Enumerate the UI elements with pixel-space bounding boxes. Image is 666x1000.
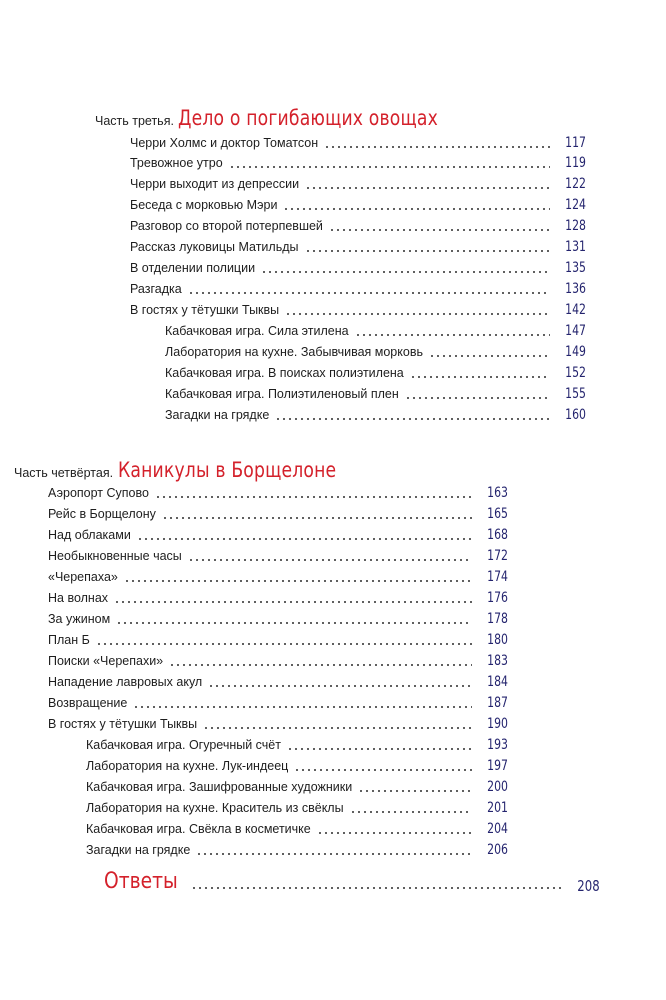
- part-4-title: Каникулы в Борщелоне: [117, 458, 336, 482]
- toc-entry[interactable]: [48, 544, 508, 564]
- toc-entry[interactable]: [48, 586, 508, 606]
- answers-page: 208: [577, 877, 600, 895]
- entry-page: 190: [487, 716, 508, 732]
- entry-page: 147: [565, 323, 586, 339]
- entry-page: 197: [487, 758, 508, 774]
- entry-page: 135: [565, 260, 586, 276]
- entry-title: Кабачковая игра. Свёкла в косметичке: [86, 822, 311, 836]
- toc-entry[interactable]: [48, 523, 508, 543]
- entry-title: Тревожное утро: [130, 156, 223, 170]
- entry-page: 119: [565, 155, 586, 171]
- entry-title: «Черепаха»: [48, 570, 118, 584]
- entry-page: 160: [565, 407, 586, 423]
- toc-entry[interactable]: [86, 733, 508, 753]
- entry-title: Черри выходит из депрессии: [130, 177, 300, 191]
- toc-entry[interactable]: [48, 670, 508, 690]
- entry-page: 183: [487, 653, 508, 669]
- dot-leader: [137, 538, 472, 540]
- dot-leader: [114, 601, 472, 603]
- entry-title: За ужином: [48, 612, 111, 626]
- part-4-label: Часть четвёртая.: [14, 466, 114, 480]
- entry-title: Черри Холмс и доктор Томатсон: [130, 136, 319, 150]
- dot-leader: [196, 853, 472, 855]
- entry-page: 172: [487, 548, 508, 564]
- dot-leader: [169, 664, 472, 666]
- entry-page: 206: [487, 842, 508, 858]
- dot-leader: [116, 622, 472, 624]
- entry-title: В гостях у тётушки Тыквы: [48, 717, 198, 731]
- entry-page: 124: [565, 197, 586, 213]
- entry-page: 168: [487, 527, 508, 543]
- entry-title: Загадки на грядке: [86, 843, 191, 857]
- entry-title: Загадки на грядке: [165, 408, 270, 422]
- dot-leader: [317, 832, 472, 834]
- toc-entry[interactable]: [86, 838, 508, 858]
- toc-entry[interactable]: [48, 691, 508, 711]
- dot-leader: [287, 748, 472, 750]
- toc-entry[interactable]: [48, 502, 508, 522]
- toc-entry[interactable]: [48, 565, 508, 585]
- entry-title: Кабачковая игра. Сила этилена: [165, 324, 349, 338]
- entry-page: 122: [565, 176, 586, 192]
- dot-leader: [133, 706, 472, 708]
- entry-title: Рейс в Борщелону: [48, 507, 156, 521]
- entry-title: В гостях у тётушки Тыквы: [130, 303, 280, 317]
- entry-page: 193: [487, 737, 508, 753]
- answers-entry[interactable]: [104, 868, 600, 894]
- entry-title: Кабачковая игра. Полиэтиленовый плен: [165, 387, 399, 401]
- toc-entry[interactable]: [86, 817, 508, 837]
- entry-title: Разговор со второй потерпевшей: [130, 219, 323, 233]
- entry-page: 163: [487, 485, 508, 501]
- entry-title: Лаборатория на кухне. Забывчивая морковь: [165, 345, 423, 359]
- dot-leader: [124, 580, 472, 582]
- dot-leader: [188, 559, 472, 561]
- entry-page: 155: [565, 386, 586, 402]
- entry-title: Нападение лавровых акул: [48, 675, 203, 689]
- dot-leader: [350, 811, 472, 813]
- entry-title: Возвращение: [48, 696, 128, 710]
- entry-title: Поиски «Черепахи»: [48, 654, 164, 668]
- toc-entry[interactable]: [48, 712, 508, 732]
- dot-leader: [358, 790, 472, 792]
- toc-entry[interactable]: [86, 754, 508, 774]
- entry-title: Лаборатория на кухне. Краситель из свёклы: [86, 801, 344, 815]
- dot-leader: [294, 769, 472, 771]
- entry-title: Лаборатория на кухне. Лук-индеец: [86, 759, 289, 773]
- entry-title: План Б: [48, 633, 90, 647]
- entry-title: Рассказ луковицы Матильды: [130, 240, 299, 254]
- entry-page: 184: [487, 674, 508, 690]
- dot-leader: [155, 496, 472, 498]
- part-3-label: Часть третья.: [95, 114, 174, 128]
- entry-title: Кабачковая игра. В поисках полиэтилена: [165, 366, 404, 380]
- entry-page: 201: [487, 800, 508, 816]
- entry-title: Необыкновенные часы: [48, 549, 182, 563]
- toc-entry[interactable]: [86, 796, 508, 816]
- toc-entry[interactable]: [48, 649, 508, 669]
- entry-title: Кабачковая игра. Зашифрованные художники: [86, 780, 353, 794]
- entry-page: 152: [565, 365, 586, 381]
- entry-page: 142: [565, 302, 586, 318]
- entry-page: 180: [487, 632, 508, 648]
- entry-page: 174: [487, 569, 508, 585]
- entry-page: 131: [565, 239, 586, 255]
- entry-page: 136: [565, 281, 586, 297]
- entry-page: 165: [487, 506, 508, 522]
- entry-page: 187: [487, 695, 508, 711]
- toc-entry[interactable]: [48, 628, 508, 648]
- entry-page: 128: [565, 218, 586, 234]
- entry-title: Беседа с морковью Мэри: [130, 198, 278, 212]
- entry-page: 178: [487, 611, 508, 627]
- entry-page: 149: [565, 344, 586, 360]
- entry-title: Кабачковая игра. Огуречный счёт: [86, 738, 281, 752]
- dot-leader: [208, 685, 472, 687]
- dot-leader: [96, 643, 472, 645]
- answers-title: Ответы: [104, 869, 178, 894]
- entry-title: На волнах: [48, 591, 109, 605]
- entry-title: В отделении полиции: [130, 261, 256, 275]
- entry-title: Разгадка: [130, 282, 182, 296]
- entry-page: 204: [487, 821, 508, 837]
- toc-entry[interactable]: [48, 607, 508, 627]
- entry-title: Аэропорт Супово: [48, 486, 149, 500]
- dot-leader: [203, 727, 472, 729]
- toc-entry[interactable]: [86, 775, 508, 795]
- toc-entry[interactable]: [48, 481, 508, 501]
- entry-title: Над облаками: [48, 528, 131, 542]
- dot-leader: [191, 887, 564, 889]
- entry-page: 176: [487, 590, 508, 606]
- dot-leader: [162, 517, 472, 519]
- entry-page: 117: [565, 135, 586, 151]
- entry-page: 200: [487, 779, 508, 795]
- part-3-title: Дело о погибающих овощах: [178, 106, 439, 130]
